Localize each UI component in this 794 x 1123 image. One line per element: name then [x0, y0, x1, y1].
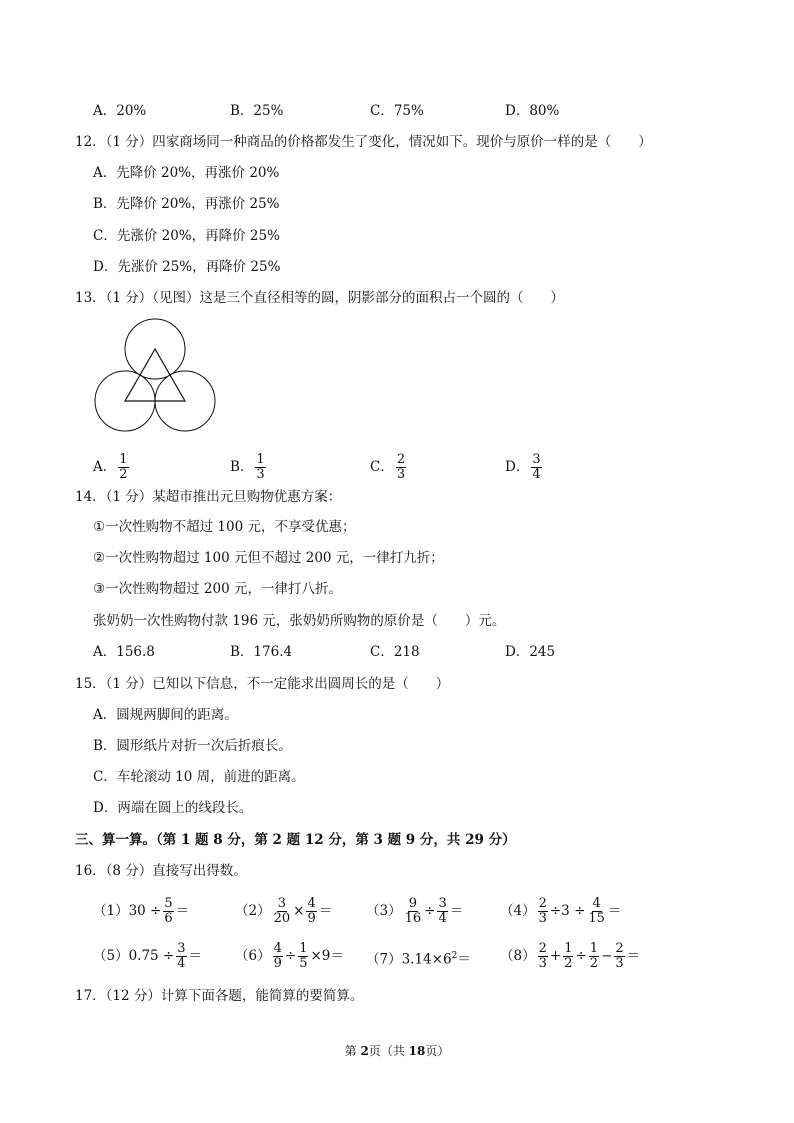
q13-option-c: C． $\frac{2}{3}$: [370, 452, 406, 482]
q14-rule-1: ①一次性购物不超过 100 元，不享受优惠；: [93, 519, 356, 535]
q15-option-a: A．圆规两脚间的距离。: [93, 707, 238, 723]
q12-option-c: C．先涨价 20%，再降价 25%: [93, 228, 280, 244]
q16-item-5: （5）0.75 ÷ $\frac{3}{4}$ ＝: [93, 941, 203, 971]
q14-rule-3: ③一次性购物超过 200 元，一律打八折。: [93, 581, 342, 597]
q14-option-b: B．176.4: [230, 644, 293, 660]
q13-option-a: A． $\frac{1}{2}$: [93, 452, 128, 482]
q14-stem: 14．（1 分）某超市推出元旦购物优惠方案：: [75, 489, 342, 505]
q11-option-b: B．25%: [230, 103, 284, 119]
footer-total-pages: 18: [408, 1044, 426, 1058]
q15-option-d: D．两端在圆上的线段长。: [93, 800, 253, 816]
q16-item-6: （6） $\frac{4}{9}$ ÷ $\frac{1}{5}$ ×9＝: [235, 941, 344, 971]
q11-option-d: D．80%: [505, 103, 560, 119]
q12-option-a: A．先降价 20%，再涨价 20%: [93, 165, 280, 181]
q13-option-d: D． $\frac{3}{4}$: [505, 452, 541, 482]
q16-stem: 16．（8 分）直接写出得数。: [75, 863, 247, 879]
q16-item-7: $(7)3.14\times 6^2=$: [366, 951, 471, 968]
q14-option-a: A．156.8: [93, 644, 155, 660]
q17-stem: 17．（12 分）计算下面各题，能简算的要简算。: [75, 988, 364, 1004]
q14-question: 张奶奶一次性购物付款 196 元，张奶奶所购物的原价是（ ）元。: [93, 613, 506, 629]
q11-option-c: C．75%: [370, 103, 424, 119]
q12-option-b: B．先降价 20%，再涨价 25%: [93, 196, 280, 212]
q14-rule-2: ②一次性购物超过 100 元但不超过 200 元，一律打九折；: [93, 550, 444, 566]
three-circles-figure: [88, 314, 223, 439]
q13-option-b: B． $\frac{1}{3}$: [230, 452, 265, 482]
q14-option-c: C．218: [370, 644, 420, 660]
q11-option-a: A．20%: [93, 103, 147, 119]
q16-item-3: （3） $\frac{9}{16}$ ÷ $\frac{3}{4}$ ＝: [366, 896, 464, 926]
page-footer: 第 2页（共 18页）: [344, 1044, 450, 1058]
q12-stem: 12．（1 分）四家商场同一种商品的价格都发生了变化，情况如下。现价与原价一样的是（ ）: [75, 134, 652, 150]
q14-option-d: D．245: [505, 644, 556, 660]
q16-item-2: （2） $\frac{3}{20}$ × $\frac{4}{9}$ ＝: [235, 896, 333, 926]
q16-item-8: （8） $\frac{2}{3}$ + $\frac{1}{2}$ ÷ $\frac{1}{2}$ − $\frac{2}{3}$ ＝: [500, 941, 641, 971]
q12-option-d: D．先涨价 25%，再降价 25%: [93, 259, 281, 275]
section-3-heading: 三、算一算。（第 1 题 8 分，第 2 题 12 分，第 3 题 9 分，共 29 分）: [75, 832, 516, 848]
q15-option-c: C．车轮滚动 10 周，前进的距离。: [93, 769, 305, 785]
center-triangle: [125, 349, 185, 401]
q15-stem: 15．（1 分）已知以下信息，不一定能求出圆周长的是（ ）: [75, 676, 450, 692]
q16-item-1: （1）30 ÷ $\frac{5}{6}$ ＝: [93, 896, 190, 926]
q15-option-b: B．圆形纸片对折一次后折痕长。: [93, 738, 292, 754]
q13-stem: 13．（1 分）（见图）这是三个直径相等的圆，阴影部分的面积占一个圆的（ ）: [75, 290, 565, 306]
q16-item-4: （4） $\frac{2}{3}$ ÷3 ÷ $\frac{4}{15}$ ＝: [500, 896, 622, 926]
footer-page-number: 2: [360, 1044, 369, 1058]
